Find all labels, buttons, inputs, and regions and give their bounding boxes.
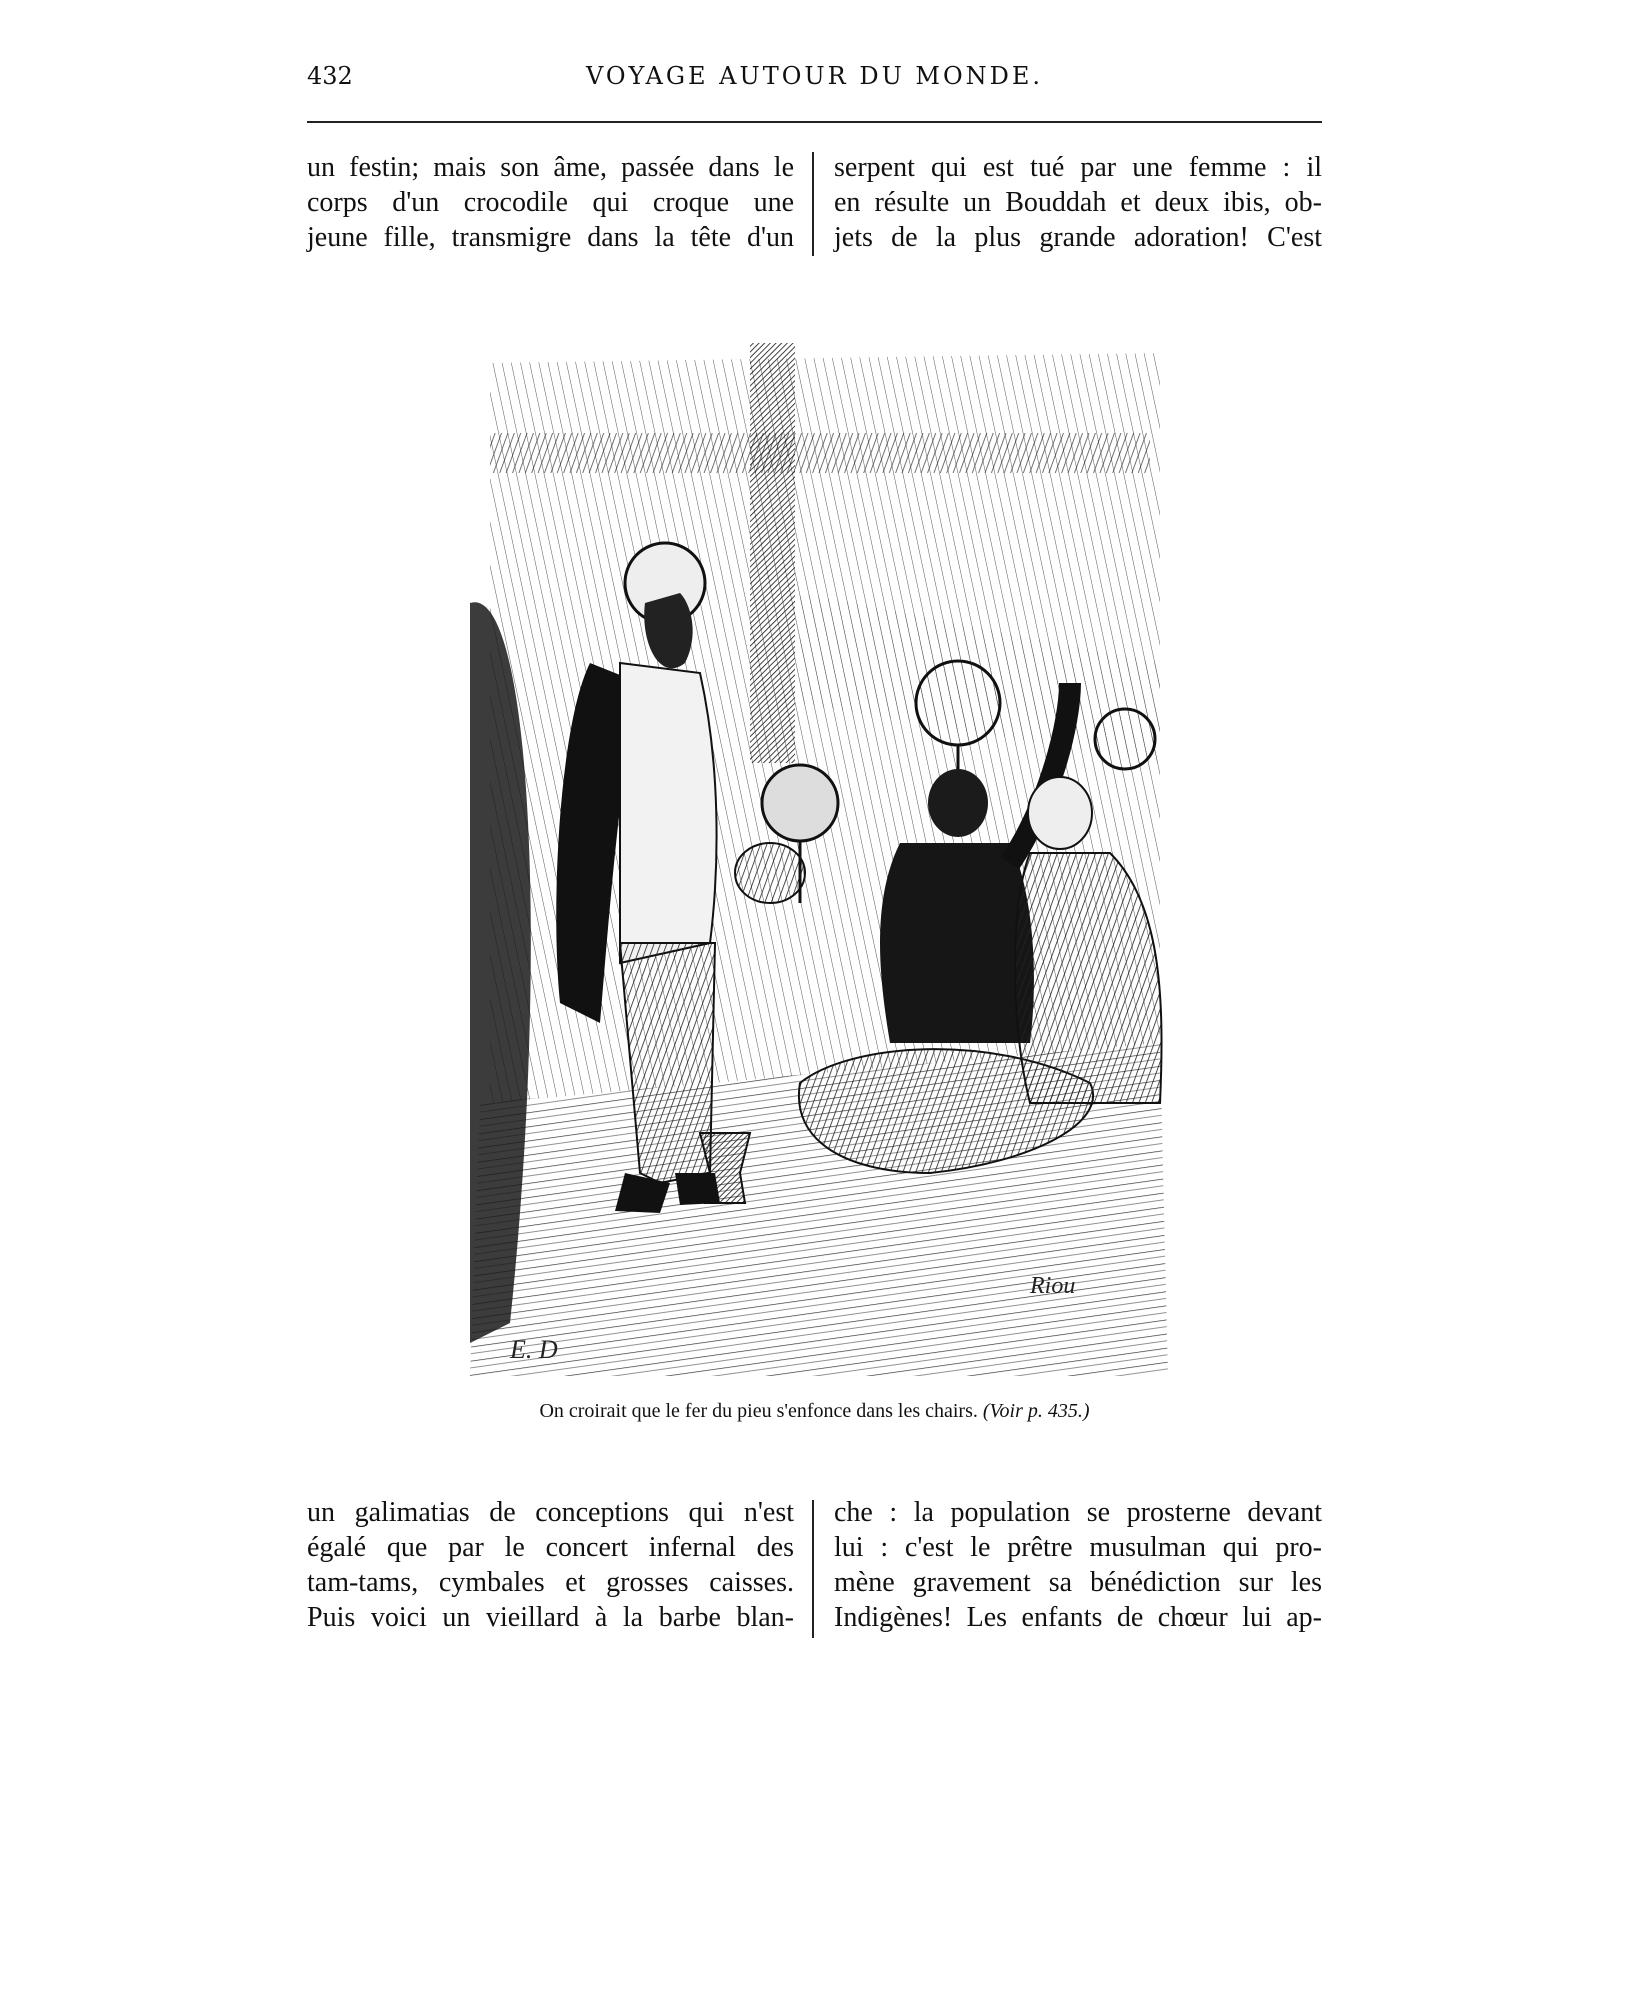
kneeling-figure-head [735, 843, 805, 903]
column-separator [812, 1500, 814, 1638]
header-rule [307, 121, 1322, 123]
text-line: lui : c'est le prêtre musulman qui pro- [834, 1532, 1322, 1563]
text-line: serpent qui est tué par une femme : il [834, 152, 1322, 183]
text-line: en résulte un Bouddah et deux ibis, ob- [834, 187, 1322, 218]
engraving-illustration [470, 343, 1168, 1376]
column-separator [812, 152, 814, 256]
bottom-left-column [307, 1495, 794, 1635]
text-line: égalé que par le concert infernal des [307, 1532, 794, 1563]
signature-right: Riou [1030, 1273, 1076, 1299]
text-line: mène gravement sa bénédiction sur les [834, 1567, 1322, 1598]
page-number: 432 [307, 62, 353, 90]
bottom-right-column [834, 1495, 1322, 1635]
text-line: corps d'un crocodile qui croque une [307, 187, 794, 218]
text-line: jets de la plus grande adoration! C'est [834, 222, 1322, 253]
pole [750, 343, 795, 763]
caption-reference: (Voir p. 435.) [982, 1400, 1090, 1422]
figure-caption [307, 1400, 1322, 1423]
text-line: tam-tams, cymbales et grosses caisses. [307, 1567, 794, 1598]
text-line: jeune fille, transmigre dans la tête d'un [307, 222, 794, 253]
top-right-column [834, 150, 1322, 255]
signature-left: E. D [510, 1335, 558, 1364]
text-line: Puis voici un vieillard à la barbe blan- [307, 1602, 794, 1633]
text-line: Indigènes! Les enfants de chœur lui ap- [834, 1602, 1322, 1633]
text-line: che : la population se prosterne devant [834, 1497, 1322, 1528]
text-line: un galimatias de conceptions qui n'est [307, 1497, 794, 1528]
running-title: VOYAGE AUTOUR DU MONDE. [585, 62, 1044, 90]
top-left-column [307, 150, 794, 255]
caption-text: On croirait que le fer du pieu s'enfonce dans les chairs. [539, 1400, 978, 1422]
text-line: un festin; mais son âme, passée dans le [307, 152, 794, 183]
